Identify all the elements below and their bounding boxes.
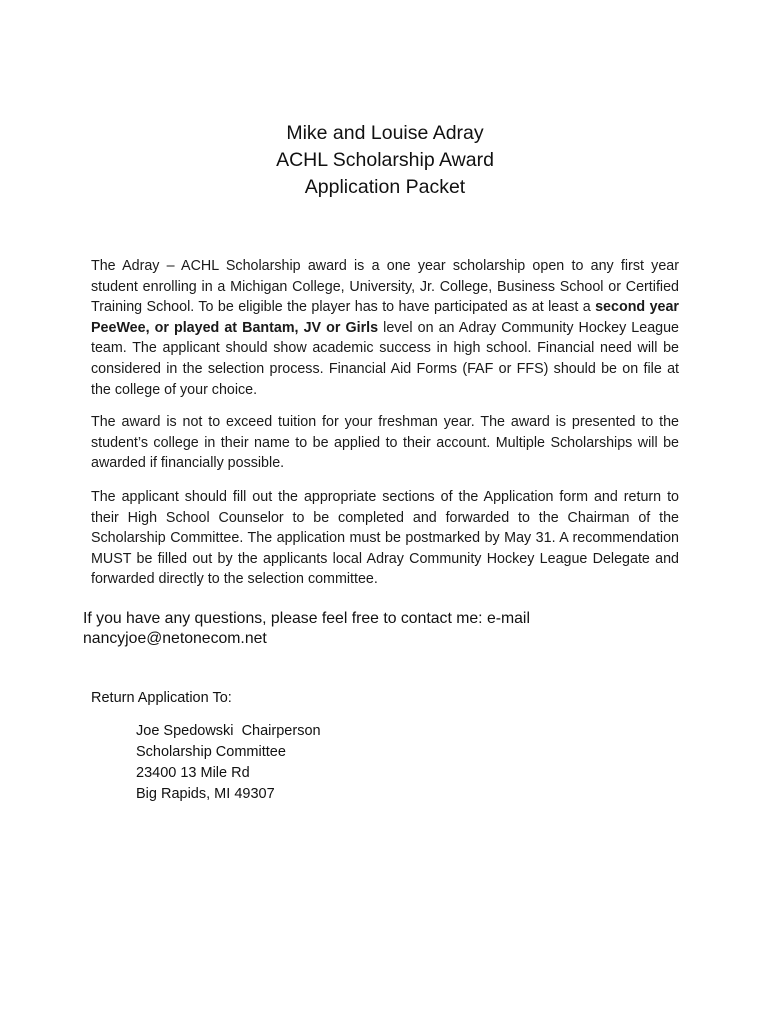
- return-label: Return Application To:: [91, 690, 232, 706]
- application-instructions-paragraph: The applicant should fill out the appropriate sections of the Application form and return to their High School Counselor to be completed and forwarded to the Chairman of the Scholarship Committee. The application must be postmarked by May 31. A recommendation MUST be filled out by the applicants local Adray Community Hockey League Delegate and forwarded directly to the selection committee.: [91, 489, 679, 588]
- address-committee: Scholarship Committee: [136, 744, 286, 760]
- award-terms-paragraph: The award is not to exceed tuition for your freshman year. The award is presented to the student’s college in their name to be applied to their account. Multiple Scholarships will be awarded if financially possible.: [91, 414, 679, 472]
- contact-text: If you have any questions, please feel free to contact me: e-mail: [83, 610, 530, 627]
- address-city: Big Rapids, MI 49307: [136, 786, 275, 802]
- eligibility-text-before: The Adray – ACHL Scholarship award is a one year scholarship open to any first year student enrolling in a Michigan College, University, Jr. College, Business School or Certified Training School. To be eligible the player has to have participated as at least a: [91, 258, 679, 316]
- return-address: [136, 721, 321, 805]
- document-title: [0, 120, 770, 201]
- eligibility-bold-requirement: second year PeeWee, or played at Bantam, JV or Girls: [91, 299, 679, 336]
- eligibility-text-after: level on an Adray Community Hockey League team. The applicant should show academic success in high school. Financial need will be considered in the selection process. Financial Aid Forms (FAF or FFS) should be on file at the college of your choice.: [91, 319, 679, 398]
- contact-info: [83, 609, 683, 649]
- title-line-names: Mike and Louise Adray: [286, 122, 484, 144]
- eligibility-paragraph: [91, 256, 679, 400]
- title-line-packet: Application Packet: [304, 176, 466, 198]
- contact-email: nancyjoe@netonecom.net: [83, 630, 267, 647]
- title-line-award: ACHL Scholarship Award: [276, 149, 494, 171]
- address-name: Joe Spedowski Chairperson: [136, 723, 321, 739]
- address-street: 23400 13 Mile Rd: [136, 765, 250, 781]
